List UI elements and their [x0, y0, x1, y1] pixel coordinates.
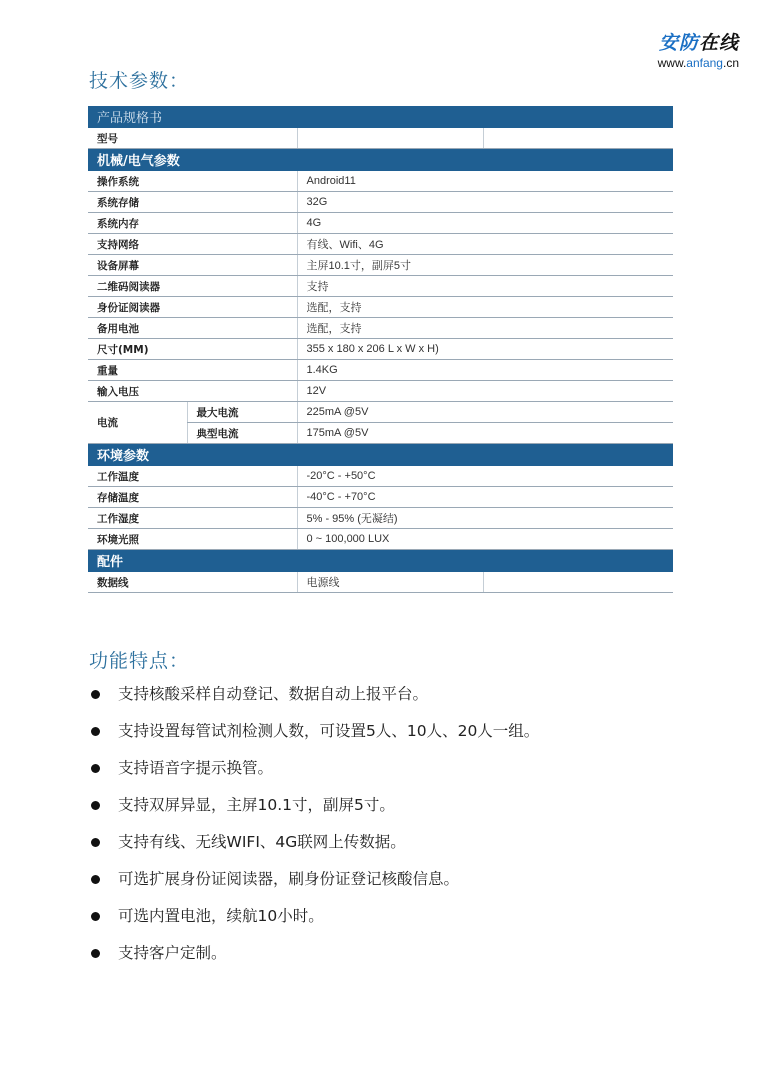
feature-item: 支持双屏异显，主屏10.1寸，副屏5寸。: [88, 793, 539, 830]
spec-row: 输入电压 12V: [88, 381, 673, 402]
bullet-icon: [91, 875, 100, 884]
bullet-icon: [91, 764, 100, 773]
features-section-title: 功能特点：: [89, 650, 190, 672]
feature-item: 支持设置每管试剂检测人数，可设置5人、10人、20人一组。: [88, 719, 539, 756]
acc-header: 配件: [88, 550, 673, 572]
spec-row: 尺寸(MM) 355 x 180 x 206 L x W x H): [88, 339, 673, 360]
env-header: 环境参数: [88, 444, 673, 466]
feature-item: 可选扩展身份证阅读器，刷身份证登记核酸信息。: [88, 867, 539, 904]
spec-row: 设备屏幕 主屏10.1寸，副屏5寸: [88, 255, 673, 276]
feature-item: 支持客户定制。: [88, 941, 539, 978]
model-value-1: [297, 128, 483, 149]
spec-row: 重量 1.4KG: [88, 360, 673, 381]
spec-row: 支持网络 有线、Wifi、4G: [88, 234, 673, 255]
typ-current-value: 175mA @5V: [297, 423, 673, 444]
env-row: 工作温度 -20°C - +50°C: [88, 466, 673, 487]
logo-url: www.anfang.cn: [657, 56, 739, 70]
spec-row: 二维码阅读器 支持: [88, 276, 673, 297]
env-row: 环境光照 0 ~ 100,000 LUX: [88, 529, 673, 550]
feature-item: 支持核酸采样自动登记、数据自动上报平台。: [88, 682, 539, 719]
model-label: 型号: [88, 128, 297, 149]
acc-row: [88, 572, 673, 593]
spec-row: 操作系统 Android11: [88, 171, 673, 192]
feature-item: 支持语音字提示换管。: [88, 756, 539, 793]
mech-header: 机械/电气参数: [88, 149, 673, 171]
typ-current-label: 典型电流: [187, 423, 297, 444]
bullet-icon: [91, 949, 100, 958]
model-value-2: [483, 128, 673, 149]
bullet-icon: [91, 912, 100, 921]
logo-mark: 安防在线: [658, 32, 739, 54]
site-logo: [658, 32, 739, 70]
spec-table: [88, 106, 673, 593]
spec-section-title: 技术参数：: [89, 70, 190, 92]
env-header-row: [88, 444, 673, 466]
feature-item: 支持有线、无线WIFI、4G联网上传数据。: [88, 830, 539, 867]
spec-row: 系统内存 4G: [88, 213, 673, 234]
product-header-row: [88, 106, 673, 128]
max-current-value: 225mA @5V: [297, 402, 673, 423]
feature-item: 可选内置电池，续航10小时。: [88, 904, 539, 941]
bullet-icon: [91, 838, 100, 847]
spec-row: 身份证阅读器 选配，支持: [88, 297, 673, 318]
max-current-label: 最大电流: [187, 402, 297, 423]
current-row-max: [88, 402, 673, 423]
mech-header-row: [88, 149, 673, 171]
acc-value: 电源线: [297, 572, 483, 593]
features-list: [88, 682, 539, 978]
product-header: 产品规格书: [88, 106, 673, 128]
bullet-icon: [91, 801, 100, 810]
acc-value-2: [483, 572, 673, 593]
acc-label: 数据线: [88, 572, 297, 593]
model-row: [88, 128, 673, 149]
spec-row: 备用电池 选配，支持: [88, 318, 673, 339]
bullet-icon: [91, 690, 100, 699]
acc-header-row: [88, 550, 673, 572]
current-label: 电流: [88, 402, 187, 444]
spec-row: 系统存储 32G: [88, 192, 673, 213]
env-row: 存储温度 -40°C - +70°C: [88, 487, 673, 508]
env-row: 工作湿度 5% - 95% (无凝结): [88, 508, 673, 529]
bullet-icon: [91, 727, 100, 736]
